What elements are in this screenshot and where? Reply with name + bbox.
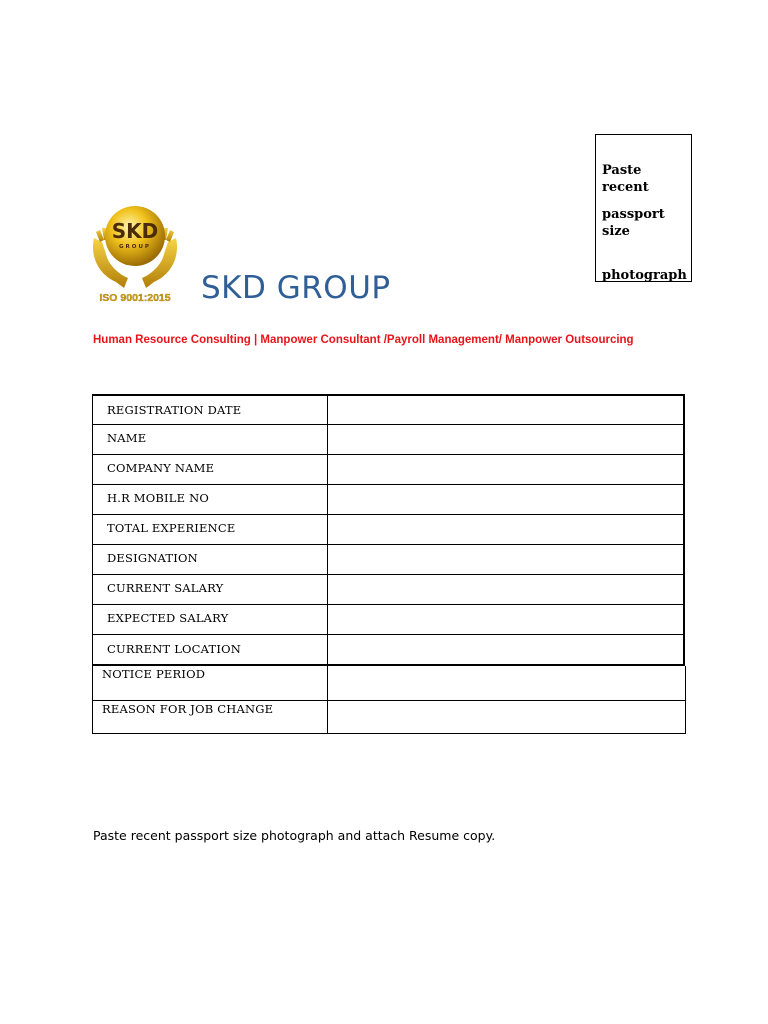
form-row-notice-period xyxy=(92,666,686,701)
photo-instruction-line: Paste recent xyxy=(602,163,649,195)
logo-brand-text: SKD xyxy=(111,219,159,243)
photo-placeholder-box xyxy=(595,134,692,282)
form-row-reason-for-change xyxy=(92,701,686,734)
form-row-current-salary xyxy=(92,575,685,605)
photo-instruction-line: passport xyxy=(602,207,665,222)
form-row-label: REGISTRATION DATE xyxy=(107,403,242,417)
expected-salary-field[interactable] xyxy=(327,605,328,634)
reason-for-change-field[interactable] xyxy=(327,701,328,733)
form-row-total-experience xyxy=(92,515,685,545)
form-row-label: CURRENT SALARY xyxy=(107,581,224,595)
company-logo xyxy=(88,198,182,306)
form-row-company-name xyxy=(92,455,685,485)
services-tagline: Human Resource Consulting | Manpower Consultant /Payroll Management/ Manpower Outsourcing xyxy=(93,334,634,346)
designation-field[interactable] xyxy=(327,545,328,574)
form-row-designation xyxy=(92,545,685,575)
form-row-current-location xyxy=(92,635,685,666)
photo-instruction-line: size xyxy=(602,224,630,239)
form-row-label: COMPANY NAME xyxy=(107,461,215,475)
form-row-label: H.R MOBILE NO xyxy=(107,491,209,505)
registration-date-field[interactable] xyxy=(327,396,328,424)
notice-period-field[interactable] xyxy=(327,666,328,700)
current-location-field[interactable] xyxy=(327,635,328,664)
form-row-label: EXPECTED SALARY xyxy=(107,611,229,625)
form-row-label: CURRENT LOCATION xyxy=(107,642,242,656)
form-row-label: DESIGNATION xyxy=(107,551,198,565)
form-row-registration-date xyxy=(92,394,685,425)
name-field[interactable] xyxy=(327,425,328,454)
form-row-label: TOTAL EXPERIENCE xyxy=(107,521,236,535)
current-salary-field[interactable] xyxy=(327,575,328,604)
total-experience-field[interactable] xyxy=(327,515,328,544)
company-name-heading: SKD GROUP xyxy=(201,270,391,306)
hr-mobile-field[interactable] xyxy=(327,485,328,514)
logo-sub-text: GROUP xyxy=(119,244,151,250)
logo-iso-text: ISO 9001:2015 xyxy=(99,292,171,304)
form-row-label: NAME xyxy=(107,431,147,445)
company-name-field[interactable] xyxy=(327,455,328,484)
form-row-hr-mobile xyxy=(92,485,685,515)
footer-instruction: Paste recent passport size photograph and attach Resume copy. xyxy=(93,828,496,843)
photo-instruction-line: photograph xyxy=(602,268,687,283)
form-row-label: REASON FOR JOB CHANGE xyxy=(102,702,274,716)
form-row-label: NOTICE PERIOD xyxy=(102,667,206,681)
form-row-name xyxy=(92,425,685,455)
form-row-expected-salary xyxy=(92,605,685,635)
